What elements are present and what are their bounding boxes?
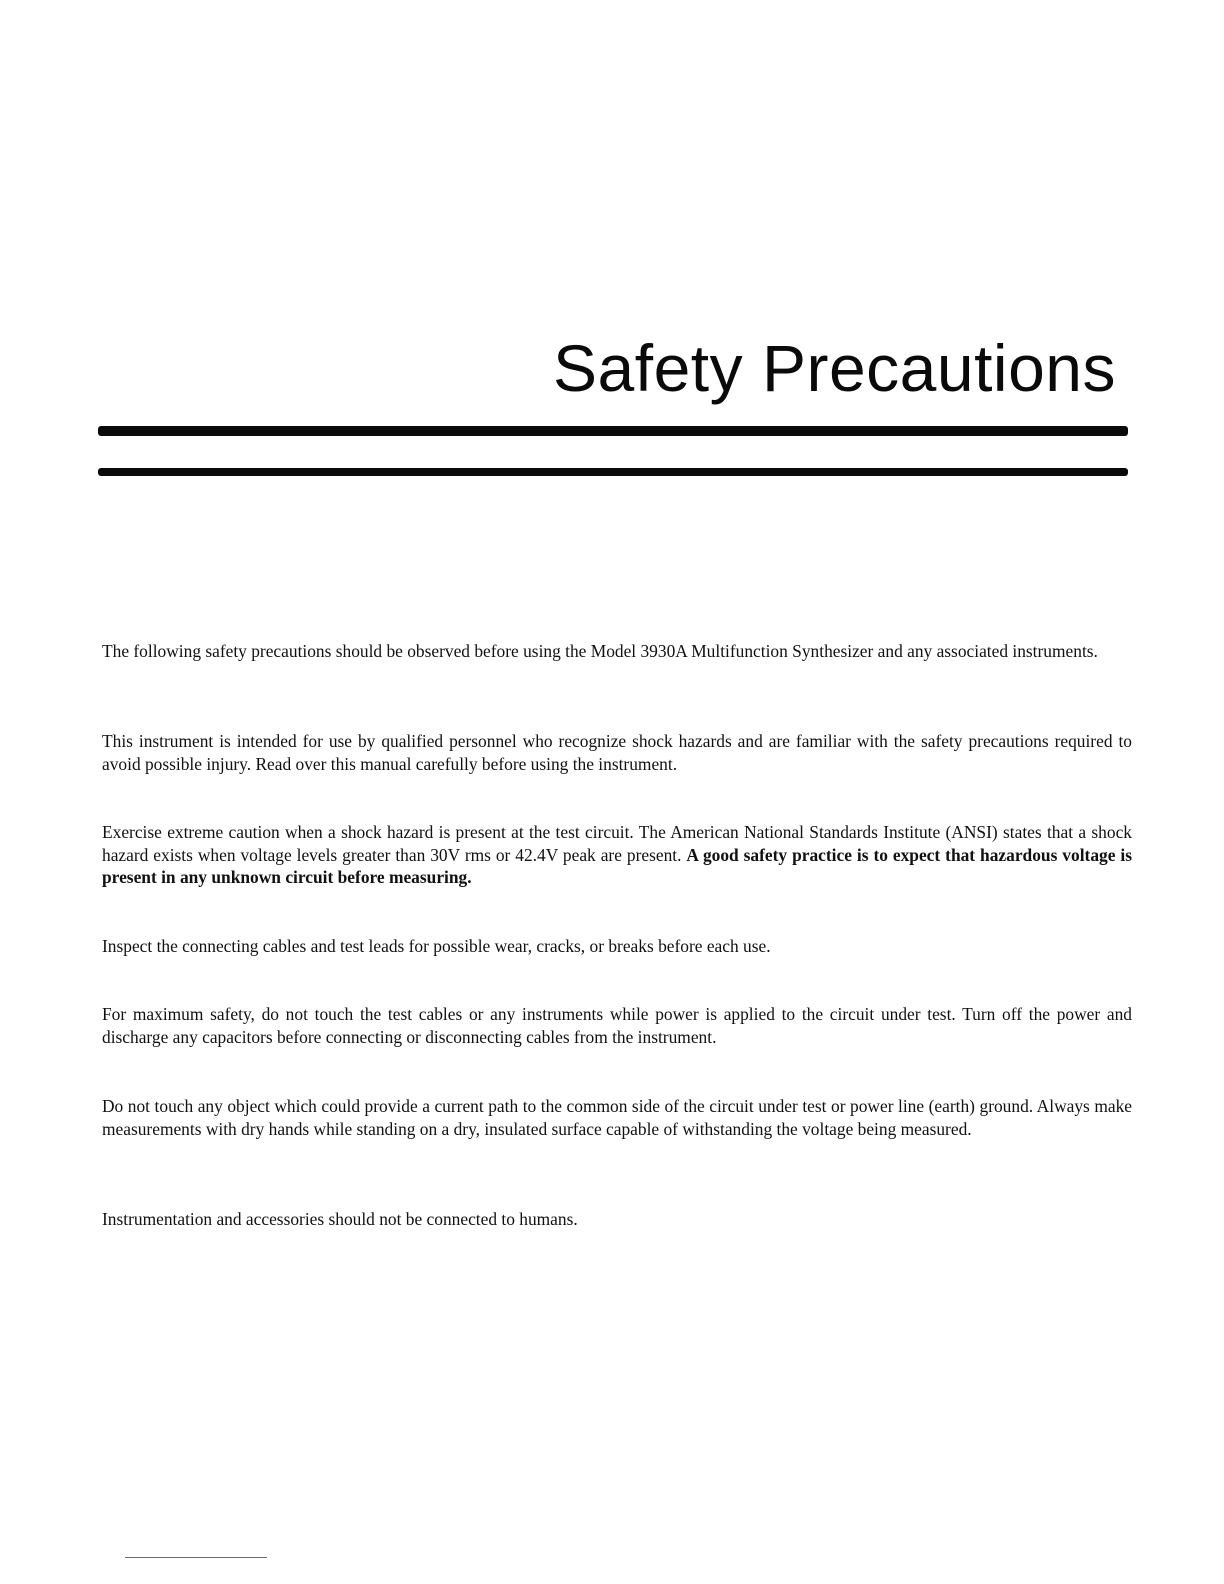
paragraph-text: Exercise extreme caution when a shock hazard is present at the test circuit. The American National Standards Institute (ANSI) states that a shock hazard exists when voltage levels greater than 30V rms or 42.4V peak are present. xyxy=(102,822,1132,865)
paragraph-bold-warning: A good safety practice is to expect that hazardous voltage is present in any unknown circuit before measuring. xyxy=(102,844,1132,887)
footer-divider xyxy=(125,1557,267,1558)
paragraph-inspect-cables xyxy=(102,935,1132,958)
paragraph-humans xyxy=(102,1208,1132,1231)
paragraph-text: Instrumentation and accessories should not be connected to humans. xyxy=(102,1209,578,1229)
title-rule-top xyxy=(98,426,1128,436)
paragraph-text: Inspect the connecting cables and test leads for possible wear, cracks, or breaks before each use. xyxy=(102,936,771,956)
paragraph-current-path xyxy=(102,1095,1132,1140)
paragraph-intro xyxy=(102,640,1132,663)
paragraph-text: Do not touch any object which could provide a current path to the common side of the circuit under test or power line (earth) ground. Always make measurements with dry hands while standing on a dry, insulated surface capable of withstanding the voltage being measured. xyxy=(102,1096,1132,1139)
page-title: Safety Precautions xyxy=(553,331,1116,405)
paragraph-qualified-personnel xyxy=(102,730,1132,775)
title-rule-bottom xyxy=(98,468,1128,476)
paragraph-text: This instrument is intended for use by qualified personnel who recognize shock hazards and are familiar with the safety precautions required to avoid possible injury. Read over this manual carefully before using the instrument. xyxy=(102,731,1132,774)
paragraph-shock-hazard xyxy=(102,821,1132,889)
paragraph-text: For maximum safety, do not touch the test cables or any instruments while power is applied to the circuit under test. Turn off the power and discharge any capacitors before connecting or disconnecting cables from the instrument. xyxy=(102,1004,1132,1047)
paragraph-maximum-safety xyxy=(102,1003,1132,1048)
paragraph-text: The following safety precautions should be observed before using the Model 3930A Multifunction Synthesizer and any associated instruments. xyxy=(102,641,1098,661)
